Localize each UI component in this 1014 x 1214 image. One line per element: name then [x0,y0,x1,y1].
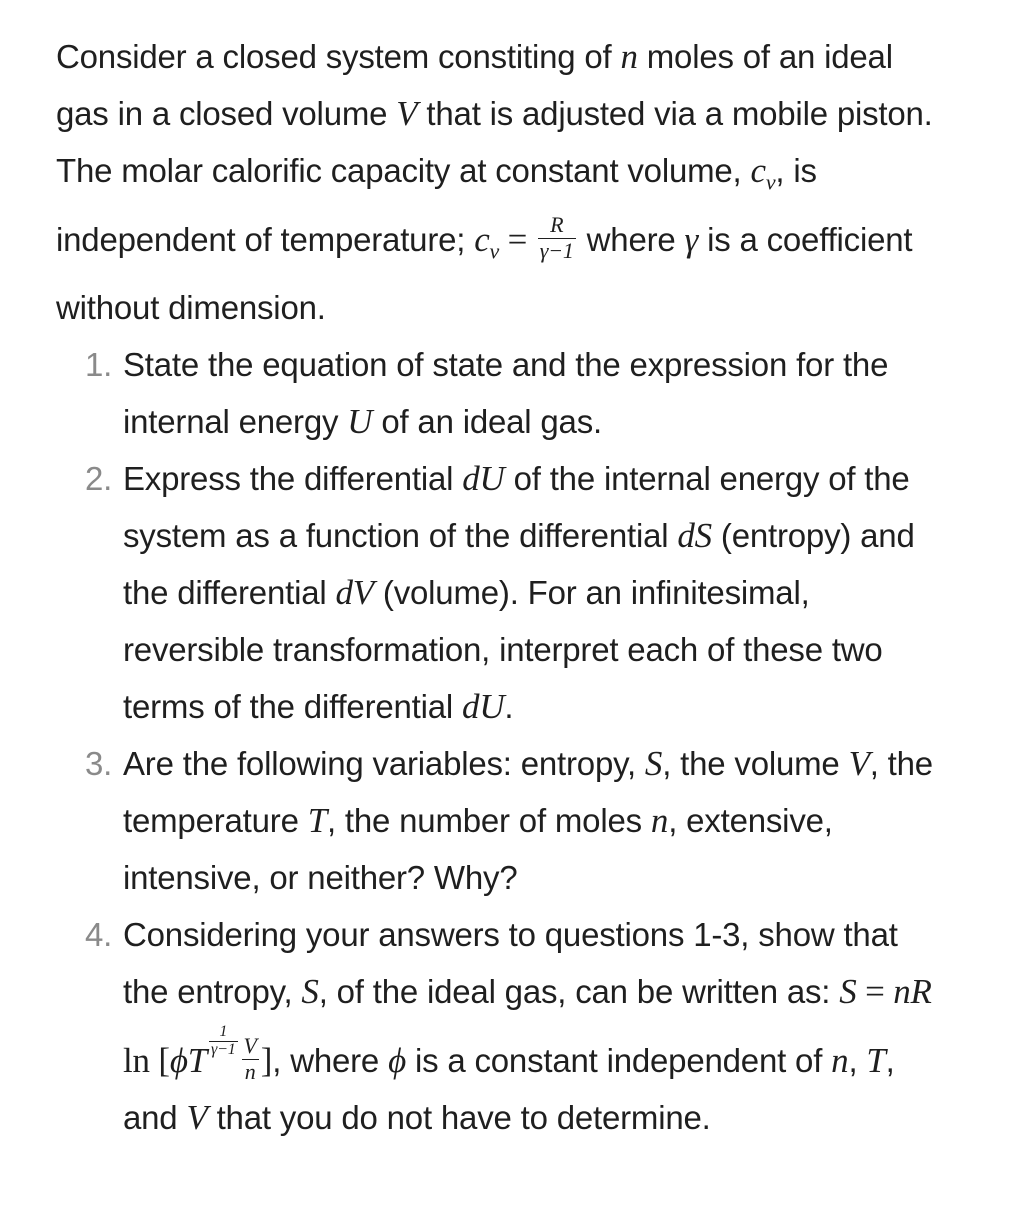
question-text-part: State the equation of state and the expression for the internal energy [123,346,889,441]
question-text-part: , the temperature [123,745,933,840]
math-S: S [644,744,663,784]
intro-text: moles of an ideal gas in a closed volume [56,38,893,132]
question-text-part: Express the differential [123,460,463,498]
question-list [56,336,936,1146]
math-n: n [650,801,669,841]
math-S: S [301,972,319,1012]
fraction-denominator: γ−1 [539,237,574,263]
fraction-numerator: 1 [209,1024,238,1042]
math-gamma: γ [684,219,699,259]
math-c: c [750,151,766,190]
math-nR: nR [893,972,932,1012]
question-text [123,346,888,440]
math-equals: = [499,219,536,259]
math-T: T [307,801,327,841]
math-dU: dU [462,687,505,727]
question-text-part: , of the ideal gas, can be written as: [318,973,840,1011]
question-text-part: , the number of moles [326,802,651,840]
math-phi: ϕ [388,1041,406,1081]
fraction-v-over-n [242,1035,259,1083]
question-item-4 [56,906,936,1146]
math-V: V [396,94,418,133]
question-text-part: . [504,688,514,726]
question-text [123,916,932,1136]
question-text-part: (volume). For an infinitesimal, reversible transformation, interpret each of these two terms of the differential [123,574,883,726]
question-item-2 [56,450,936,735]
intro-text: Consider a closed system constiting of [56,38,621,75]
math-V: V [848,744,870,784]
intro-text: that is adjusted via a mobile piston. The molar calorific capacity at constant volume, [56,95,933,189]
intro-text: where [577,220,685,258]
question-text [123,460,915,725]
math-ln: ln [123,1041,159,1081]
question-text-part: Considering your answers to questions 1-3, show that the entropy, [123,916,898,1011]
math-n: n [620,37,638,76]
question-text-part: , [848,1042,867,1080]
question-text [123,745,933,896]
question-item-1 [56,336,936,450]
question-number: 2. [85,460,113,498]
problem-content [56,28,936,1146]
fraction-r-over-gamma-minus-one [538,211,576,263]
question-text-part: is a constant independent of [405,1042,832,1080]
question-text-part: that you do not have to determine. [207,1099,711,1137]
math-U: U [347,402,373,442]
math-c: c [474,219,490,259]
fraction-one-over-gamma-minus-one [209,1024,238,1058]
intro-text: , is independent of temperature; [56,152,817,258]
intro-paragraph [56,28,936,336]
question-text-part: , where [272,1042,389,1080]
question-number: 1. [85,346,113,384]
fraction-numerator: R [538,214,576,239]
question-text-part: , extensive, intensive, or neither? Why? [123,802,833,897]
question-text-part: , and [123,1042,895,1137]
exponent [207,1014,240,1071]
math-T: T [866,1041,886,1081]
fraction-denominator: γ−1 [211,1041,236,1059]
fraction-denominator: n [244,1059,256,1085]
question-text-part: Are the following variables: entropy, [123,745,645,783]
intro-text: is a coefficient without dimension. [56,220,913,327]
math-V: V [186,1098,208,1138]
math-S: S [839,972,857,1012]
math-dS: dS [677,516,712,556]
math-equals: = [856,972,894,1012]
math-left-bracket: [ [158,1041,170,1081]
question-text-part: (entropy) and the differential [123,517,915,612]
question-text-part: of the internal energy of the system as a function of the differential [123,460,910,555]
question-number: 3. [85,745,113,783]
math-right-bracket: ] [260,1041,273,1081]
math-dU: dU [462,459,505,499]
question-item-3 [56,735,936,906]
math-subscript-v: v [765,169,776,195]
math-subscript-v: v [489,238,500,264]
math-dV: dV [335,573,374,613]
fraction-numerator: V [243,1033,257,1059]
math-phi-T: ϕT [169,1041,208,1081]
question-text-part: , the volume [662,745,849,783]
question-number: 4. [85,916,113,954]
question-text-part: of an ideal gas. [372,403,602,441]
math-n: n [831,1041,849,1081]
